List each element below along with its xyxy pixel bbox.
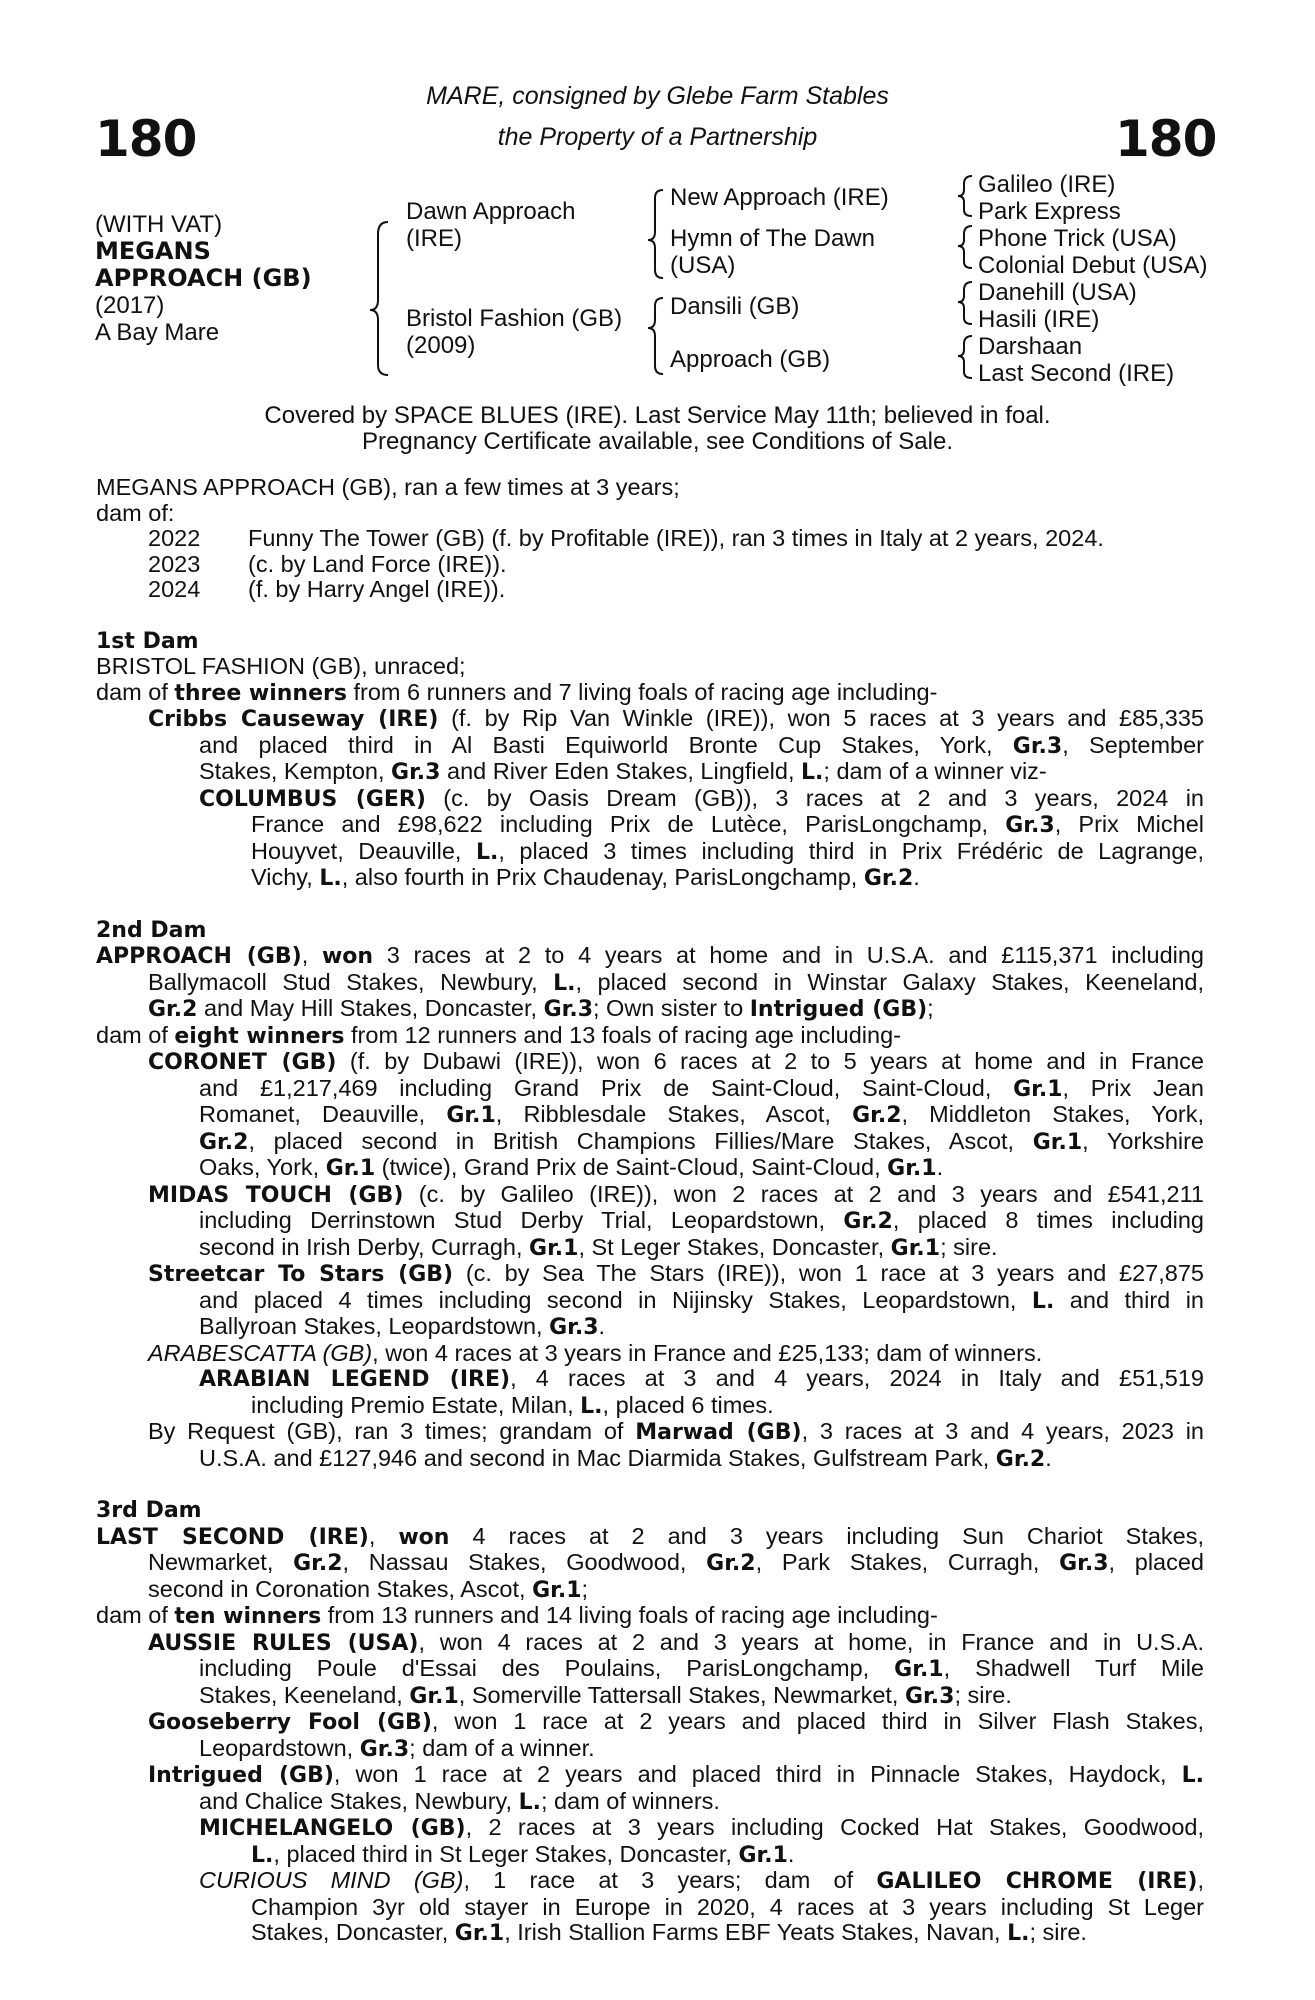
dam1-grandproduce-columbus: COLUMBUS (GER) (c. by Oasis Dream (GB)), 3 races at 2 and 3 years, 2024 in	[199, 784, 1204, 812]
dam3-grandproduce-michelangelo: MICHELANGELO (GB), 2 races at 3 years including Cocked Hat Stakes, Goodwood,	[199, 1814, 1204, 1841]
dam2-produce-line: and placed 4 times including second in Nijinsky Stakes, Leopardstown, L. and third in	[199, 1286, 1205, 1314]
covered-line2: Pregnancy Certificate available, see Conditions of Sale.	[362, 428, 953, 455]
ancestor-6: Hasili (IRE)	[978, 306, 1100, 333]
brace-dam	[648, 298, 663, 374]
dam2-produce-line: Gr.2, placed second in British Champions Fillies/Mare Stakes, Ascot, Gr.1, Yorkshire	[199, 1127, 1204, 1155]
dam1-produce-line: and placed third in Al Basti Equiworld Bronte Cup Stakes, York, Gr.3, September	[199, 731, 1204, 759]
ancestor-5: Danehill (USA)	[978, 279, 1137, 306]
dam3-grandproduce-line: Champion 3yr old stayer in Europe in 2020, 4 races at 3 years including St Leger	[251, 1893, 1204, 1920]
produce-item	[96, 526, 1204, 552]
lot-number-left: 180	[95, 110, 197, 168]
dam2-intro-line: Ballymacoll Stud Stakes, Newbury, L., placed second in Winstar Galaxy Stakes, Keeneland,	[148, 968, 1205, 996]
lot-number-right: 180	[1115, 110, 1217, 168]
section-heading-2nd-dam: 2nd Dam	[96, 917, 207, 943]
brace-g3	[958, 282, 972, 324]
sire-sire: New Approach (IRE)	[670, 184, 889, 211]
produce-text: (f. by Harry Angel (IRE)).	[248, 576, 506, 602]
dam3-produce-line: and Chalice Stakes, Newbury, L.; dam of winners.	[199, 1787, 720, 1815]
dam3-intro-line: Newmarket, Gr.2, Nassau Stakes, Goodwood, Gr.2, Park Stakes, Curragh, Gr.3, placed	[148, 1549, 1205, 1576]
produce-text: (c. by Land Force (IRE)).	[248, 550, 507, 577]
dam-sire: Dansili (GB)	[670, 293, 800, 320]
brace-g1	[958, 176, 972, 216]
covered-line1: Covered by SPACE BLUES (IRE). Last Service May 11th; believed in foal.	[264, 402, 1051, 429]
sire-dam-line2: (USA)	[670, 252, 736, 279]
dam3-produce-intrigued: Intrigued (GB), won 1 race at 2 years and placed third in Pinnacle Stakes, Haydock, L.	[148, 1761, 1204, 1788]
ancestor-2: Park Express	[978, 198, 1121, 225]
consignor-line: MARE, consigned by Glebe Farm Stables	[426, 82, 889, 110]
brace-g2	[958, 226, 972, 268]
sire-line1: Dawn Approach	[406, 198, 576, 225]
produce-year: 2024	[148, 576, 201, 602]
dam2-produce-midas-touch: MIDAS TOUCH (GB) (c. by Galileo (IRE)), won 2 races at 2 and 3 years and £541,211	[148, 1180, 1204, 1208]
dam3-produce-line: Leopardstown, Gr.3; dam of a winner.	[199, 1734, 595, 1762]
produce-item	[96, 552, 1204, 578]
dam3-intro: LAST SECOND (IRE), won 4 races at 2 and 3 years including Sun Chariot Stakes,	[96, 1522, 1205, 1550]
dam2-produce-line: and £1,217,469 including Grand Prix de Saint-Cloud, Saint-Cloud, Gr.1, Prix Jean	[199, 1074, 1204, 1102]
vat-note: (WITH VAT)	[95, 211, 223, 238]
brace-g4	[958, 336, 972, 378]
sire-line2: (IRE)	[406, 225, 462, 252]
section-heading-1st-dam: 1st Dam	[96, 628, 199, 654]
horse-year: (2017)	[95, 292, 165, 319]
dam2-intro: APPROACH (GB), won 3 races at 2 to 4 years at home and in U.S.A. and £115,371 including	[96, 942, 1204, 969]
dam1-intro: BRISTOL FASHION (GB), unraced;	[96, 653, 466, 679]
dam3-produce-aussie-rules: AUSSIE RULES (USA), won 4 races at 2 and 3 years at home, in France and in U.S.A.	[148, 1628, 1204, 1656]
ancestor-8: Last Second (IRE)	[978, 360, 1175, 387]
sire-dam-line1: Hymn of The Dawn	[670, 225, 875, 252]
dam2-produce-line: U.S.A. and £127,946 and second in Mac Diarmida Stakes, Gulfstream Park, Gr.2.	[199, 1444, 1052, 1472]
horse-description: A Bay Mare	[95, 319, 220, 346]
dam2-grandproduce-arabian-legend: ARABIAN LEGEND (IRE), 4 races at 3 and 4 years, 2024 in Italy and £51,519	[199, 1365, 1204, 1392]
dam2-produce-line: including Derrinstown Stud Derby Trial, Leopardstown, Gr.2, placed 8 times including	[199, 1207, 1205, 1234]
produce-year: 2022	[148, 525, 201, 551]
dam1-grandproduce-line: Vichy, L., also fourth in Prix Chaudenay, ParisLongchamp, Gr.2.	[251, 864, 920, 891]
dam2-produce-streetcar-to-stars: Streetcar To Stars (GB) (c. by Sea The Stars (IRE)), won 1 race at 3 years and £27,875	[148, 1260, 1204, 1287]
dam-dam: Approach (GB)	[670, 346, 831, 373]
produce-text: Funny The Tower (GB) (f. by Profitable (IRE)), ran 3 times in Italy at 2 years, 2024.	[248, 525, 1104, 551]
ancestor-4: Colonial Debut (USA)	[978, 252, 1208, 279]
dam2-produce-line: Ballyroan Stakes, Leopardstown, Gr.3.	[199, 1313, 606, 1340]
dam1-summary: dam of three winners from 6 runners and 7 living foals of racing age including-	[96, 678, 938, 706]
dam3-intro-line: second in Coronation Stakes, Ascot, Gr.1;	[148, 1575, 589, 1603]
dam3-summary: dam of ten winners from 13 runners and 14 living foals of racing age including-	[96, 1602, 938, 1629]
catalogue-body	[96, 475, 1204, 1947]
brace-sire	[648, 190, 663, 278]
property-line: the Property of a Partnership	[497, 123, 818, 151]
ancestor-7: Darshaan	[978, 333, 1083, 360]
dam2-produce-line: Romanet, Deauville, Gr.1, Ribblesdale Stakes, Ascot, Gr.2, Middleton Stakes, York,	[199, 1101, 1204, 1128]
dam3-produce-line: including Poule d'Essai des Poulains, ParisLongchamp, Gr.1, Shadwell Turf Mile	[199, 1655, 1204, 1682]
dam2-grandproduce-line: including Premio Estate, Milan, L., placed 6 times.	[251, 1391, 774, 1419]
dam1-produce-cribbs-causeway: Cribbs Causeway (IRE) (f. by Rip Van Winkle (IRE)), won 5 races at 3 years and £85,335	[148, 705, 1204, 732]
ancestor-3: Phone Trick (USA)	[978, 225, 1177, 252]
dam3-grandproduce-curious-mind: CURIOUS MIND (GB), 1 race at 3 years; dam of GALILEO CHROME (IRE),	[199, 1867, 1204, 1894]
dam1-grandproduce-line: France and £98,622 including Prix de Lutèce, ParisLongchamp, Gr.3, Prix Michel	[251, 811, 1204, 838]
produce-item	[96, 577, 1204, 603]
dam2-produce-coronet: CORONET (GB) (f. by Dubawi (IRE)), won 6 races at 2 to 5 years at home and in France	[148, 1048, 1204, 1075]
horse-name-line2: APPROACH (GB)	[95, 264, 312, 292]
dam2-produce-arabescatta: ARABESCATTA (GB), won 4 races at 3 years in France and £25,133; dam of winners.	[148, 1339, 1043, 1366]
produce-dam-of: dam of:	[96, 499, 175, 526]
dam1-grandproduce-line: Houyvet, Deauville, L., placed 3 times including third in Prix Frédéric de Lagrange,	[251, 837, 1204, 865]
dam3-grandproduce-line: Stakes, Doncaster, Gr.1, Irish Stallion Farms EBF Yeats Stakes, Navan, L.; sire.	[251, 1919, 1087, 1946]
dam2-produce-line: second in Irish Derby, Curragh, Gr.1, St Leger Stakes, Doncaster, Gr.1; sire.	[199, 1233, 998, 1261]
section-heading-3rd-dam: 3rd Dam	[96, 1498, 202, 1523]
dam3-produce-gooseberry-fool: Gooseberry Fool (GB), won 1 race at 2 years and placed third in Silver Flash Stakes,	[148, 1708, 1205, 1735]
produce-year: 2023	[148, 550, 201, 577]
dam2-produce-line: Oaks, York, Gr.1 (twice), Grand Prix de Saint-Cloud, Saint-Cloud, Gr.1.	[199, 1154, 944, 1181]
dam1-produce-line: Stakes, Kempton, Gr.3 and River Eden Stakes, Lingfield, L.; dam of a winner viz-	[199, 758, 1047, 785]
produce-intro: MEGANS APPROACH (GB), ran a few times at 3 years;	[96, 474, 680, 500]
dam3-grandproduce-line: L., placed third in St Leger Stakes, Doncaster, Gr.1.	[251, 1840, 795, 1868]
ancestor-1: Galileo (IRE)	[978, 171, 1116, 198]
dam2-intro-line: Gr.2 and May Hill Stakes, Doncaster, Gr.3; Own sister to Intrigued (GB);	[148, 995, 934, 1022]
dam-line1: Bristol Fashion (GB)	[406, 305, 623, 332]
dam2-produce-by-request: By Request (GB), ran 3 times; grandam of Marwad (GB), 3 races at 3 and 4 years, 2023 in	[148, 1418, 1204, 1445]
brace-main	[370, 222, 388, 375]
dam-line2: (2009)	[406, 332, 476, 359]
dam3-produce-line: Stakes, Keeneland, Gr.1, Somerville Tattersall Stakes, Newmarket, Gr.3; sire.	[199, 1681, 1012, 1709]
dam2-summary: dam of eight winners from 12 runners and 13 foals of racing age including-	[96, 1021, 901, 1049]
horse-name-line1: MEGANS	[95, 237, 211, 265]
